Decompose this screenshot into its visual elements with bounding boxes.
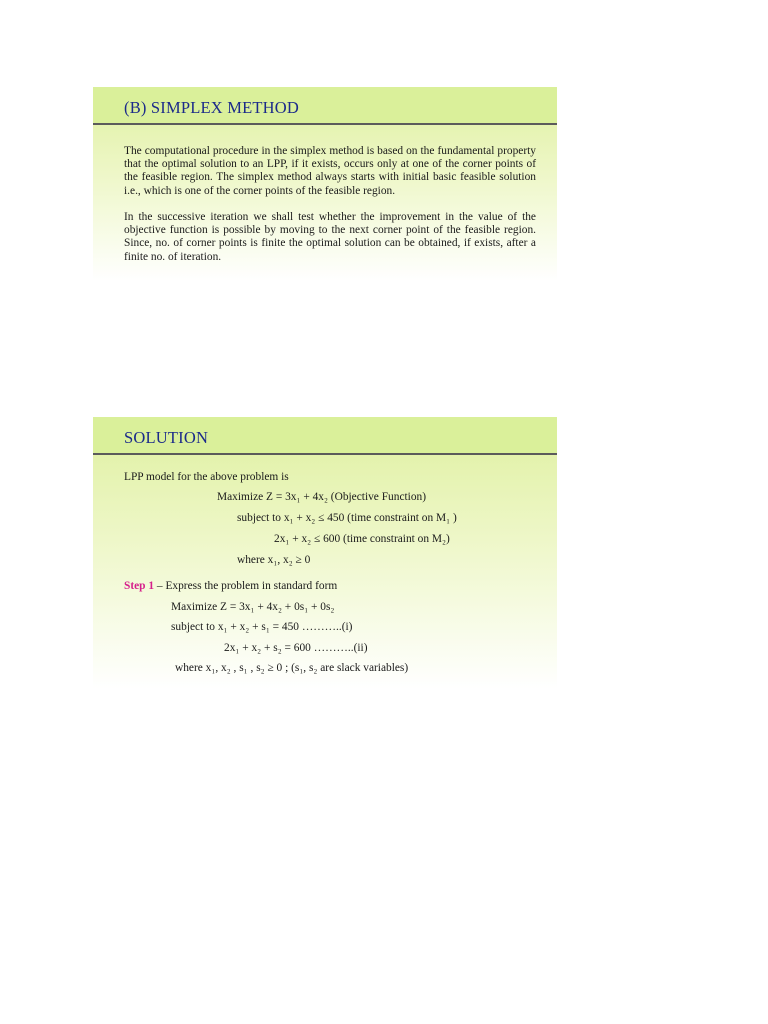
step-1-heading: [124, 580, 337, 592]
constraint-2: 2x₁ + x₂ ≤ 600 (time constraint on M₂): [274, 533, 450, 545]
standard-constraint-1: subject to x₁ + x₂ + s₁ = 450 ………..(i): [171, 621, 353, 633]
slide-header: [93, 87, 557, 125]
model-intro: LPP model for the above problem is: [124, 471, 289, 483]
standard-constraint-2: 2x₁ + x₂ + s₂ = 600 ………..(ii): [224, 642, 368, 654]
solution-slide: [93, 417, 557, 689]
nonnegativity: where x₁, x₂ ≥ 0: [237, 554, 311, 566]
simplex-method-slide: [93, 87, 557, 281]
paragraph-2: In the successive iteration we shall test whether the improvement in the value of the objective function is possible by moving to the next corner point of the feasible region. Since, no. of corner points is finite the optimal solution can be obtained, if exists, after a finite no. of iteration.: [124, 211, 536, 263]
objective-function: Maximize Z = 3x₁ + 4x₂ (Objective Function): [217, 491, 427, 503]
standard-nonnegativity: where x₁, x₂ , s₁ , s₂ ≥ 0 ; (s₁, s₂ are slack variables): [175, 662, 409, 674]
constraint-1: subject to x₁ + x₂ ≤ 450 (time constraint on M₁ ): [237, 512, 457, 524]
paragraph-1: The computational procedure in the simplex method is based on the fundamental property that the optimal solution to an LPP, if it exists, occurs only at one of the corner points of the feasible region. The simplex method always starts with initial basic feasible solution i.e., which is one of the corner points of the feasible region.: [124, 145, 536, 197]
solution-title: SOLUTION: [124, 428, 209, 447]
step-label: Step 1: [124, 580, 155, 592]
section-title: (B) SIMPLEX METHOD: [124, 98, 300, 117]
slide-header: [93, 417, 557, 455]
step-text: – Express the problem in standard form: [154, 580, 338, 592]
standard-objective: Maximize Z = 3x₁ + 4x₂ + 0s₁ + 0s₂: [171, 601, 335, 613]
